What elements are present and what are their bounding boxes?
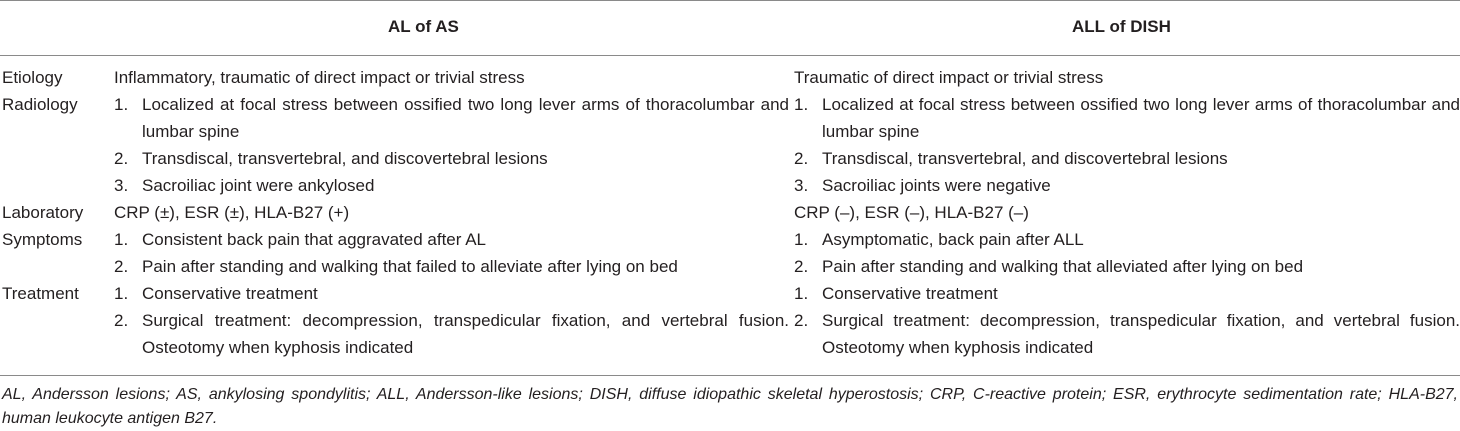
list-item <box>794 307 1460 361</box>
table-top-rule <box>0 0 1460 1</box>
item-number: 2. <box>114 149 129 168</box>
list-item <box>794 280 1460 307</box>
item-number: 2. <box>794 149 809 168</box>
item-text: Transdiscal, transvertebral, and discovertebral lesions <box>822 149 1228 168</box>
item-text: Conservative treatment <box>822 284 998 303</box>
table-footnote: AL, Andersson lesions; AS, ankylosing spondylitis; ALL, Andersson-like lesions; DISH, diffuse idiopathic skeletal hyperostosis; CRP, C-reactive protein; ESR, erythrocyte sedimentation rate; HLA-B27, human leukocyte antigen B27. <box>2 386 1458 427</box>
item-text: Sacroiliac joints were negative <box>822 176 1051 195</box>
cell-al-of-as <box>114 64 789 91</box>
list-item <box>114 307 789 361</box>
list-item <box>794 91 1460 145</box>
column-header-al-of-as: AL of AS <box>388 17 459 36</box>
list-item <box>114 172 789 199</box>
row-label: Treatment <box>2 284 79 303</box>
list-item <box>794 226 1460 253</box>
list-item <box>794 145 1460 172</box>
cell-al-of-as <box>114 226 789 280</box>
item-number: 1. <box>114 230 129 249</box>
table-bottom-rule <box>0 375 1460 376</box>
item-number: 3. <box>794 176 809 195</box>
list-item <box>114 91 789 145</box>
cell-all-of-dish <box>789 226 1460 280</box>
cell-text: CRP (±), ESR (±), HLA-B27 (+) <box>114 203 350 222</box>
row-label: Etiology <box>2 68 63 87</box>
item-text: Consistent back pain that aggravated after AL <box>142 230 487 249</box>
column-header-all-of-dish: ALL of DISH <box>1072 17 1171 36</box>
list-item <box>114 145 789 172</box>
row-label: Radiology <box>2 95 78 114</box>
table-body <box>0 64 1460 361</box>
item-number: 2. <box>114 257 129 276</box>
item-number: 1. <box>794 284 809 303</box>
cell-text: Inflammatory, traumatic of direct impact or trivial stress <box>114 68 525 87</box>
cell-al-of-as <box>114 91 789 199</box>
cell-al-of-as <box>114 199 789 226</box>
item-text: Transdiscal, transvertebral, and discovertebral lesions <box>142 149 548 168</box>
cell-all-of-dish <box>789 91 1460 199</box>
item-text: Sacroiliac joint were ankylosed <box>142 176 375 195</box>
item-text: Localized at focal stress between ossified two long lever arms of thoracolumbar and lumbar spine <box>822 95 1460 141</box>
table-row-treatment <box>0 280 1460 361</box>
item-text: Pain after standing and walking that alleviated after lying on bed <box>822 257 1304 276</box>
item-number: 1. <box>794 230 809 249</box>
item-text: Conservative treatment <box>142 284 318 303</box>
item-text: Pain after standing and walking that failed to alleviate after lying on bed <box>142 257 678 276</box>
item-text: Surgical treatment: decompression, transpedicular fixation, and vertebral fusion. Osteotomy when kyphosis indicated <box>822 311 1460 357</box>
table-row-radiology <box>0 91 1460 199</box>
item-text: Asymptomatic, back pain after ALL <box>822 230 1084 249</box>
item-number: 3. <box>114 176 129 195</box>
cell-text: CRP (–), ESR (–), HLA-B27 (–) <box>794 203 1029 222</box>
cell-all-of-dish <box>789 280 1460 361</box>
row-label: Symptoms <box>2 230 83 249</box>
cell-text: Traumatic of direct impact or trivial stress <box>794 68 1104 87</box>
header-rule <box>0 55 1460 56</box>
item-text: Surgical treatment: decompression, transpedicular fixation, and vertebral fusion. Osteotomy when kyphosis indicated <box>142 311 789 357</box>
list-item <box>114 253 789 280</box>
list-item <box>794 253 1460 280</box>
item-number: 2. <box>794 257 809 276</box>
list-item <box>794 172 1460 199</box>
cell-all-of-dish <box>789 199 1460 226</box>
list-item <box>114 280 789 307</box>
item-text: Localized at focal stress between ossified two long lever arms of thoracolumbar and lumbar spine <box>142 95 789 141</box>
item-number: 1. <box>114 95 129 114</box>
row-label: Laboratory <box>2 203 84 222</box>
item-number: 2. <box>114 311 129 330</box>
cell-al-of-as <box>114 280 789 361</box>
item-number: 2. <box>794 311 809 330</box>
table-row-etiology <box>0 64 1460 91</box>
table-row-laboratory <box>0 199 1460 226</box>
cell-all-of-dish <box>789 64 1460 91</box>
item-number: 1. <box>114 284 129 303</box>
table-row-symptoms <box>0 226 1460 280</box>
item-number: 1. <box>794 95 809 114</box>
list-item <box>114 226 789 253</box>
